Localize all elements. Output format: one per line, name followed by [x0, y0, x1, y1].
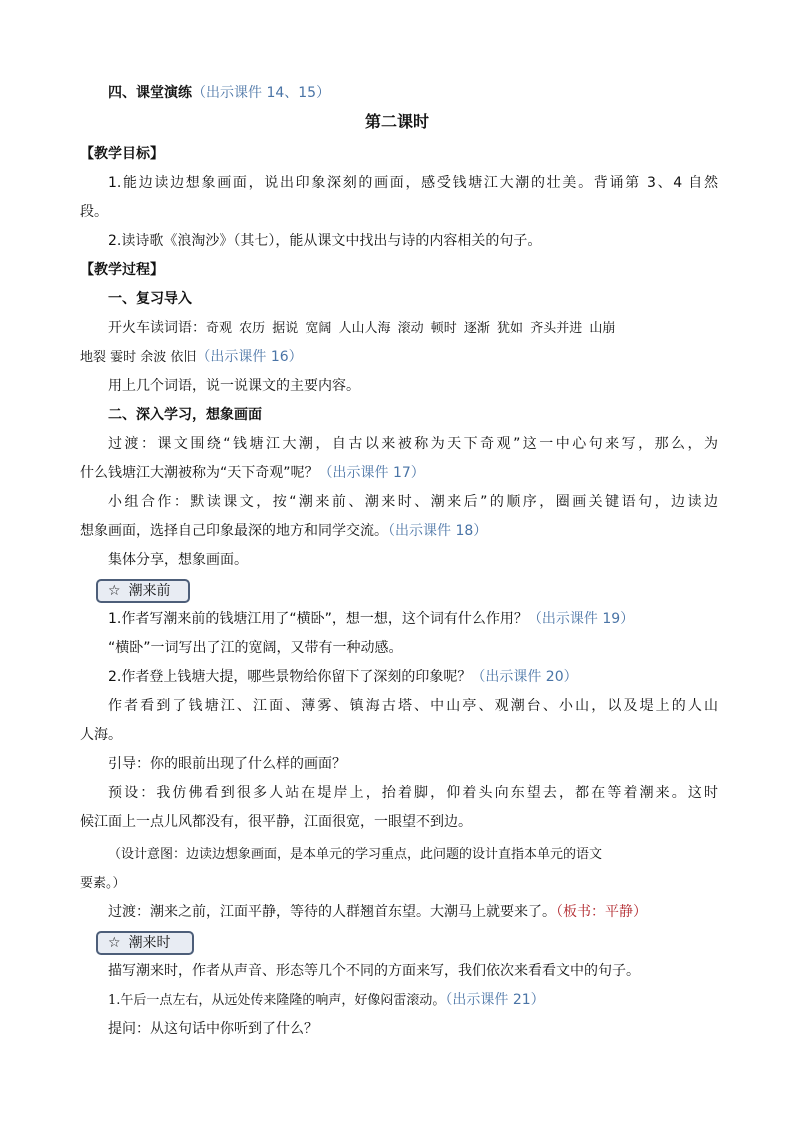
group-work-text: 想象画面，选择自己印象最深的地方和同学交流。 — [80, 523, 388, 539]
design-intent-line-2 — [80, 874, 720, 893]
share: 集体分享，想象画面。 — [108, 552, 248, 568]
question-1-text: 1.作者写潮来前的钱塘江用了“横卧”，想一想，这个词有什么作用？ — [108, 611, 528, 627]
tag-label: 潮来时 — [128, 935, 171, 951]
question-1 — [108, 610, 718, 629]
process-header: 【教学过程】 — [80, 262, 164, 278]
group-work-line-2 — [80, 522, 720, 541]
goal-2: 2.读诗歌《浪淘沙》（其七），能从课文中找出与诗的内容相关的句子。 — [108, 233, 542, 249]
preset-line-1: 预设：我仿佛看到很多人站在堤岸上，抬着脚，仰着头向东望去，都在等着潮来。这时 — [108, 785, 718, 801]
group-work-line-1: 小组合作：默读课文，按“潮来前、潮来时、潮来后”的顺序，圈画关键语句，边读边 — [108, 494, 718, 510]
tag-label: 潮来前 — [128, 583, 171, 599]
answer-1: “横卧”一词写出了江的宽阔，又带有一种动感。 — [108, 640, 403, 656]
vocab-line-1 — [108, 319, 718, 338]
slide-ref: （出示课件 17） — [318, 465, 425, 481]
vocab-words: 奇观 农历 据说 宽阔 人山人海 滚动 顿时 逐渐 犹如 齐头并进 山崩 — [206, 321, 616, 336]
vocab-line-2 — [80, 348, 720, 367]
goals-header: 【教学目标】 — [80, 146, 164, 162]
question-2 — [108, 668, 718, 687]
answer-2-line-1: 作者看到了钱塘江、江面、薄雾、镇海古塔、中山亭、观潮台、小山，以及堤上的人山 — [108, 698, 718, 714]
preset-line-2: 候江面上一点儿风都没有，很平静，江面很宽，一眼望不到边。 — [80, 814, 472, 830]
slide-ref: （出示课件 18） — [388, 523, 488, 539]
design-intent-text: （设计意图：边读边想象画面，是本单元的学习重点，此问题的设计直指本单元的语文 — [108, 847, 603, 862]
star-icon: ☆ — [108, 935, 121, 951]
design-intent-line-1 — [108, 845, 718, 864]
vocab-words-cont: 地裂 霎时 余波 依旧 — [80, 350, 197, 365]
tag-during-tide — [96, 931, 194, 955]
star-icon: ☆ — [108, 583, 121, 599]
slide-ref: （出示课件 20） — [471, 669, 578, 685]
transition-2 — [108, 903, 718, 922]
question-2-text: 2.作者登上钱塘大提，哪些景物给你留下了深刻的印象呢？ — [108, 669, 472, 685]
lesson-title: 第二课时 — [364, 112, 429, 131]
design-intent-text-cont: 要素。） — [80, 876, 126, 891]
goal-1-line-2: 段。 — [80, 204, 108, 220]
sentence-1-text: 1.午后一点左右，从远处传来隆隆的响声，好像闷雷滚动。 — [108, 993, 446, 1008]
answer-2-line-2: 人海。 — [80, 727, 122, 743]
sentence-1 — [108, 991, 718, 1010]
transition-1-line-1: 过渡：课文围绕“钱塘江大潮，自古以来被称为天下奇观”这一中心句来写，那么，为 — [108, 436, 718, 452]
part2-heading: 二、深入学习，想象画面 — [108, 407, 262, 423]
board-note: （板书：平静） — [556, 904, 647, 920]
describe: 描写潮来时，作者从声音、形态等几个不同的方面来写，我们依次来看看文中的句子。 — [108, 963, 640, 979]
transition-1-line-2 — [80, 464, 720, 483]
slide-ref: （出示课件 14、15） — [192, 85, 331, 101]
guide: 引导：你的眼前出现了什么样的画面？ — [108, 756, 346, 772]
slide-ref: （出示课件 21） — [445, 992, 545, 1008]
tag-before-tide — [96, 579, 190, 603]
slide-ref: （出示课件 19） — [527, 611, 635, 627]
use-words: 用上几个词语，说一说课文的主要内容。 — [108, 378, 360, 394]
section4-heading — [108, 84, 718, 103]
slide-ref: （出示课件 16） — [196, 349, 303, 365]
vocab-prefix: 开火车读词语： — [108, 320, 206, 336]
question-ask: 提问：从这句话中你听到了什么？ — [108, 1021, 318, 1037]
section4-label: 四、课堂演练 — [108, 85, 192, 101]
transition-1-text: 什么钱塘江大潮被称为“天下奇观”呢？ — [80, 465, 319, 481]
part1-heading: 一、复习导入 — [108, 291, 192, 307]
goal-1-line-1: 1.能边读边想象画面，说出印象深刻的画面，感受钱塘江大潮的壮美。背诵第 3、4 自然 — [108, 175, 718, 191]
transition-2-text: 过渡：潮来之前，江面平静，等待的人群翘首东望。大潮马上就要来了。 — [108, 904, 556, 920]
